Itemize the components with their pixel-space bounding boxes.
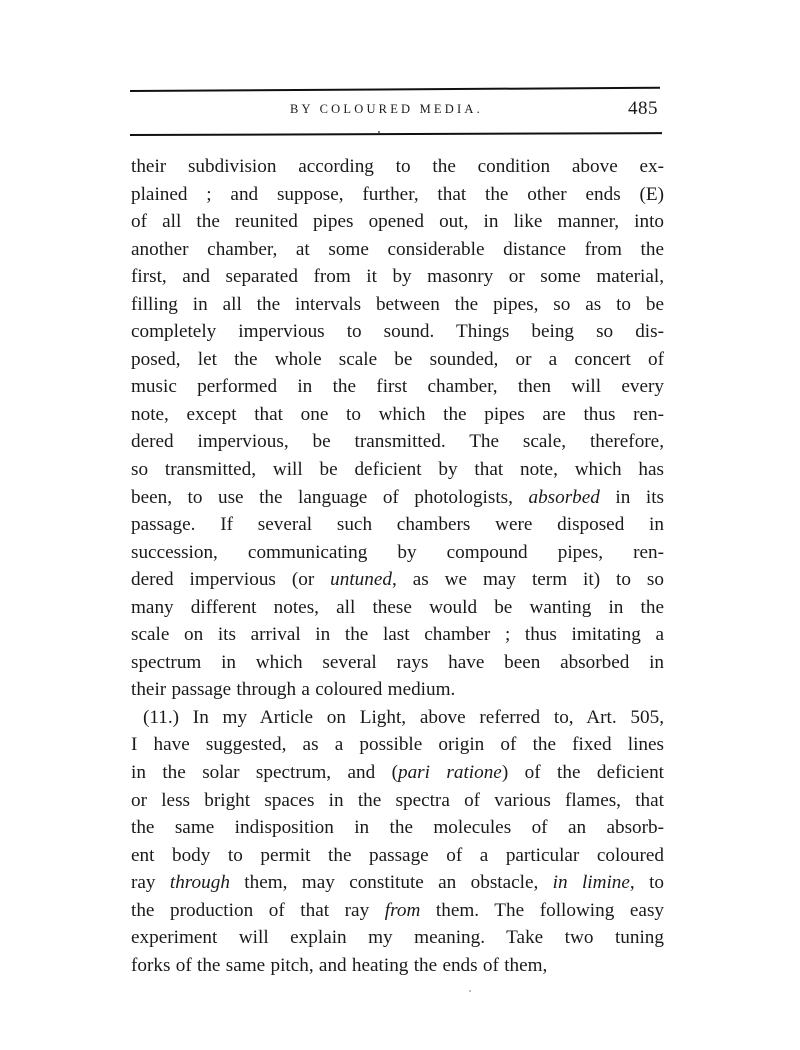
text-line: forks of the same pitch, and heating the ends of them, [131, 954, 548, 976]
italic-phrase: absorbed [528, 486, 600, 508]
running-head-title: BY COLOURED MEDIA. [290, 102, 483, 116]
text-line: posed, let the whole scale be sounded, or a concert of [131, 348, 664, 370]
text-line: experiment will explain my meaning. Take two tuning [131, 927, 664, 949]
text-line: many different notes, all these would be wanting in the [131, 596, 664, 618]
italic-phrase: untuned [330, 569, 392, 591]
text-line: the same indisposition in the molecules of an absorb- [131, 817, 664, 839]
text-line: music performed in the first chamber, then will every [131, 376, 664, 398]
text-line: their subdivision according to the condition above ex- [131, 156, 664, 177]
text-line: spectrum in which several rays have been absorbed in [131, 651, 664, 673]
text-line: dered impervious (or untuned, as we may term it) to so [131, 569, 664, 591]
header-top-rule [130, 87, 660, 92]
italic-phrase: from [384, 899, 421, 921]
text-line: completely impervious to sound. Things being so dis- [131, 321, 664, 343]
italic-phrase: pari ratione [397, 762, 502, 784]
text-line: their passage through a coloured medium. [131, 679, 456, 701]
speck [469, 990, 471, 992]
rule-ornament-dot [378, 131, 380, 133]
text-line: another chamber, at some considerable distance from the [131, 238, 664, 260]
text-line: note, except that one to which the pipes are thus ren- [131, 403, 664, 425]
text-line: or less bright spaces in the spectra of various flames, that [131, 789, 664, 811]
text-line: plained ; and suppose, further, that the other ends (E) [131, 183, 664, 205]
running-head [130, 100, 660, 126]
text-line: scale on its arrival in the last chamber ; thus imitating a [131, 624, 664, 646]
text-line: dered impervious, be transmitted. The scale, therefore, [131, 431, 664, 453]
italic-phrase: through [169, 872, 230, 894]
body-text [131, 153, 664, 979]
text-line: (11.) In my Article on Light, above referred to, Art. 505, [143, 706, 664, 728]
italic-phrase: in limine [552, 872, 630, 894]
text-line: the production of that ray from them. The following easy [131, 899, 665, 921]
text-line: I have suggested, as a possible origin of the fixed lines [131, 734, 664, 756]
text-line: filling in all the intervals between the pipes, so as to be [131, 293, 664, 315]
text-line: passage. If several such chambers were disposed in [131, 514, 664, 536]
text-line: been, to use the language of photologists, absorbed in its [131, 486, 664, 508]
page-number: 485 [628, 98, 658, 119]
text-line: succession, communicating by compound pipes, ren- [131, 541, 664, 563]
text-line: in the solar spectrum, and (pari ratione) of the deficient [131, 762, 665, 784]
header-bottom-rule [130, 132, 662, 136]
text-line: ent body to permit the passage of a particular coloured [131, 844, 664, 866]
text-line: of all the reunited pipes opened out, in like manner, into [131, 211, 664, 233]
text-line: so transmitted, will be deficient by that note, which has [131, 459, 664, 481]
text-line: ray through them, may constitute an obstacle, in limine, to [131, 872, 664, 894]
text-line: first, and separated from it by masonry or some material, [131, 266, 664, 288]
